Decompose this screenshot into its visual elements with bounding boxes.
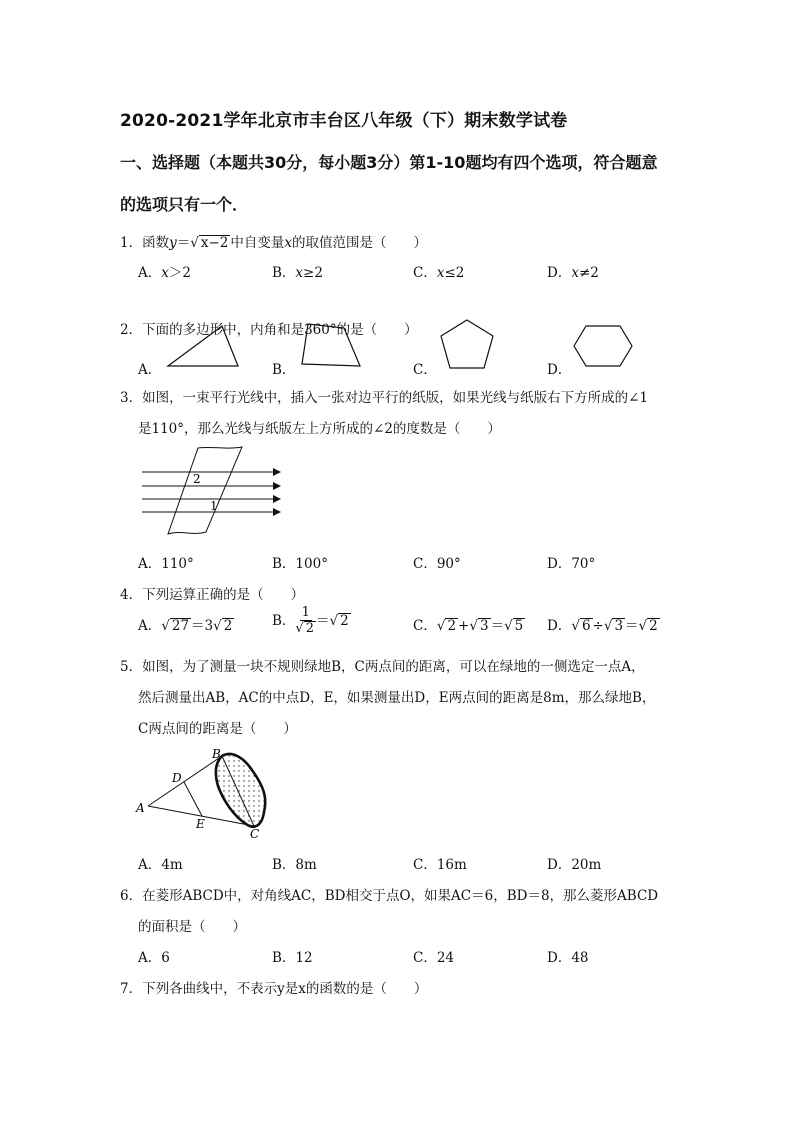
q4-c-plus: + xyxy=(458,618,470,634)
page-title: 2020-2021学年北京市丰台区八年级（下）期末数学试卷 xyxy=(120,111,568,131)
q4-option-c-letter: C． xyxy=(413,618,437,634)
q4-a-radicand-1: 27 xyxy=(171,618,190,634)
q4-b-fraction xyxy=(295,606,316,637)
q4-b-eq: ＝ xyxy=(316,612,330,629)
q1-option-c xyxy=(413,261,464,281)
q4-option-d xyxy=(547,614,660,634)
q4-option-d-letter: D． xyxy=(547,618,572,634)
q1-option-d xyxy=(547,261,599,281)
q1-pre: 函数 xyxy=(142,235,170,251)
q4-c-radicand-1: 2 xyxy=(447,618,457,634)
radical-sign: √ xyxy=(638,618,648,634)
q4-option-c xyxy=(413,614,525,634)
radical-sign: √ xyxy=(436,618,446,634)
q4-d-radicand-1: 6 xyxy=(581,618,591,634)
radical-sign: √ xyxy=(504,618,513,634)
q4-option-b xyxy=(272,606,351,637)
angle-1-label: 1 xyxy=(210,499,218,513)
q1-option-a-letter: A． xyxy=(138,265,162,281)
q4-c-radicand-2: 3 xyxy=(479,618,489,634)
radical-sign: √ xyxy=(469,618,478,634)
q5-option-c: C．16m xyxy=(413,857,467,873)
q1-number: 1． xyxy=(120,235,143,251)
radical-sign: √ xyxy=(295,621,304,637)
point-a-label: A xyxy=(136,801,145,815)
q1-option-c-rel: ≤2 xyxy=(444,265,465,281)
parallel-light-figure xyxy=(138,444,288,540)
q1-option-a xyxy=(138,261,191,281)
question-4: 4．下列运算正确的是（ ） xyxy=(120,587,305,603)
point-e-label: E xyxy=(196,817,205,831)
question-7: 7．下列各曲线中，不表示y是x的函数的是（ ） xyxy=(120,981,428,997)
q1-option-a-rel: ＞2 xyxy=(168,265,191,281)
q1-option-a-var: x xyxy=(161,265,169,281)
q4-b-radicand: 2 xyxy=(340,612,349,629)
q1-eq: ＝ xyxy=(176,235,191,251)
q4-c-eq: ＝ xyxy=(490,618,505,634)
q2-option-c-label: C． xyxy=(413,362,437,378)
question-5-line3: C两点间的距离是（ ） xyxy=(138,721,297,737)
radical-sign: √ xyxy=(603,618,613,634)
q1-option-c-var: x xyxy=(436,265,445,281)
question-5-line2: 然后测量出AB，AC的中点D，E，如果测量出D，E两点间的距离是8m，那么绿地B， xyxy=(138,690,656,706)
q5-option-a: A．4m xyxy=(138,857,183,873)
q1-y: y xyxy=(169,235,177,251)
q4-b-denominator xyxy=(295,621,316,636)
section-heading-line1: 一、选择题（本题共30分，每小题3分）第1-10题均有四个选项，符合题意 xyxy=(120,153,658,172)
q1-post: 的取值范围是（ ） xyxy=(291,235,427,251)
q6-option-b: B．12 xyxy=(272,950,313,966)
pentagon-figure xyxy=(438,316,500,372)
radical-sign: √ xyxy=(161,618,170,634)
q2-option-b-label: B． xyxy=(272,362,296,378)
q5-option-b: B．8m xyxy=(272,857,317,873)
q1-radicand: x−2 xyxy=(200,235,229,251)
radical-sign: √ xyxy=(213,618,222,634)
q3-option-b: B．100° xyxy=(272,556,328,572)
q6-option-c: C．24 xyxy=(413,950,455,966)
q5-option-d: D．20m xyxy=(547,857,602,873)
q1-option-d-rel: ≠2 xyxy=(578,265,599,281)
q2-option-d-label: D． xyxy=(547,362,572,378)
q4-d-div: ÷ xyxy=(592,618,604,634)
point-d-label: D xyxy=(172,771,182,785)
q4-a-eq: ＝3 xyxy=(191,618,214,634)
angle-2-label: 2 xyxy=(193,472,201,486)
green-land-figure xyxy=(132,744,282,844)
q6-option-d: D．48 xyxy=(547,950,589,966)
q1-option-b-letter: B． xyxy=(272,265,296,281)
section-heading-line2: 的选项只有一个． xyxy=(120,195,249,214)
q1-option-b-rel: ≥2 xyxy=(303,265,323,281)
question-3-line2: 是110°，那么光线与纸版左上方所成的∠2的度数是（ ） xyxy=(138,421,501,437)
q1-radical-sign: √ xyxy=(190,235,199,251)
question-6-line2: 的面积是（ ） xyxy=(138,919,246,935)
q3-option-a: A．110° xyxy=(138,556,194,572)
question-2: 2．下面的多边形中，内角和是360°的是（ ） xyxy=(120,322,418,338)
q1-option-c-letter: C． xyxy=(413,265,437,281)
q4-d-radicand-2: 3 xyxy=(614,618,624,634)
q4-d-eq: ＝ xyxy=(625,618,639,634)
q4-option-b-letter: B． xyxy=(272,612,296,629)
q4-a-radicand-2: 2 xyxy=(223,618,233,634)
q6-option-a: A．6 xyxy=(138,950,170,966)
q1-option-d-var: x xyxy=(571,265,579,281)
radical-sign: √ xyxy=(329,612,339,629)
question-1 xyxy=(120,231,427,251)
q4-option-a xyxy=(138,614,234,634)
hexagon-figure xyxy=(570,322,636,370)
q1-x: x xyxy=(284,235,292,251)
point-c-label: C xyxy=(250,827,260,841)
q4-b-numerator: 1 xyxy=(301,605,310,620)
q2-option-a-label: A． xyxy=(138,362,162,378)
question-3-line1: 3．如图，一束平行光线中，插入一张对边平行的纸版，如果光线与纸版右下方所成的∠1 xyxy=(120,390,648,406)
q3-option-d: D．70° xyxy=(547,556,596,572)
q1-option-b-var: x xyxy=(295,265,304,281)
radical-sign: √ xyxy=(571,618,580,634)
q1-option-d-letter: D． xyxy=(547,265,572,281)
q4-c-radicand-3: 5 xyxy=(514,618,524,634)
point-b-label: B xyxy=(212,747,221,761)
question-6-line1: 6．在菱形ABCD中，对角线AC，BD相交于点O，如果AC＝6，BD＝8，那么菱形ABCD xyxy=(120,888,659,904)
q4-d-radicand-3: 2 xyxy=(649,618,658,634)
q3-option-c: C．90° xyxy=(413,556,461,572)
triangle-figure xyxy=(160,322,250,370)
quadrilateral-figure xyxy=(296,320,366,370)
q4-b-den-radicand: 2 xyxy=(305,621,314,637)
q1-mid: 中自变量 xyxy=(230,235,285,251)
q4-option-a-letter: A． xyxy=(138,618,162,634)
q1-option-b xyxy=(272,261,323,281)
question-5-line1: 5．如图，为了测量一块不规则绿地B，C两点间的距离，可以在绿地的一侧选定一点A， xyxy=(120,659,645,675)
